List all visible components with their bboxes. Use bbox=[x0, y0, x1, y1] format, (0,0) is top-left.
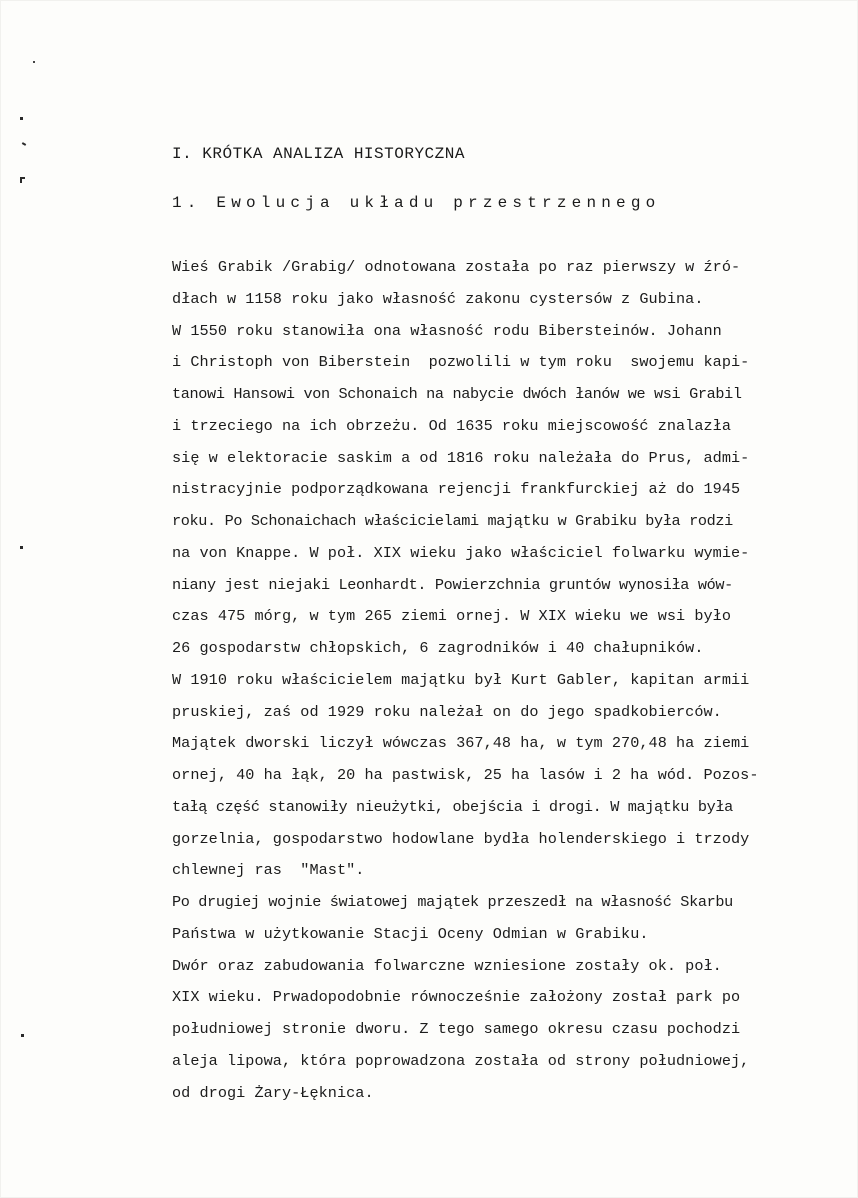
text-line: Po drugiej wojnie światowej majątek przeszedł na własność Skarbu bbox=[172, 893, 733, 911]
text-line: Majątek dworski liczył wówczas 367,48 ha, w tym 270,48 ha ziemi bbox=[172, 734, 750, 753]
section-heading: I. KRÓTKA ANALIZA HISTORYCZNA bbox=[172, 145, 465, 163]
body-text bbox=[172, 252, 852, 1109]
text-line: na von Knappe. W poł. XIX wieku jako właściciel folwarku wymie- bbox=[172, 543, 750, 562]
scan-speck bbox=[21, 1034, 24, 1037]
scan-speck bbox=[33, 61, 35, 63]
text-line: XIX wieku. Prwadopodobnie równocześnie założony został park po bbox=[172, 988, 741, 1007]
text-line: pruskiej, zaś od 1929 roku należał on do jego spadkobierców. bbox=[172, 702, 722, 721]
text-line: i trzeciego na ich obrzeżu. Od 1635 roku miejscowość znalazła bbox=[172, 416, 732, 435]
text-line: 26 gospodarstw chłopskich, 6 zagrodników i 40 chałupników. bbox=[172, 639, 704, 657]
scan-speck bbox=[20, 546, 23, 549]
text-line: W 1550 roku stanowiła ona własność rodu Bibersteinów. Johann bbox=[172, 321, 722, 340]
text-line: czas 475 mórg, w tym 265 ziemi ornej. W XIX wieku we wsi było bbox=[172, 607, 732, 626]
scan-speck bbox=[22, 142, 26, 146]
scan-speck bbox=[20, 117, 23, 120]
text-line: roku. Po Schonaichach właścicielami majątku w Grabiku była rodzi bbox=[172, 512, 733, 530]
text-line: gorzelnia, gospodarstwo hodowlane bydła holenderskiego i trzody bbox=[172, 829, 750, 848]
text-line: Państwa w użytkowanie Stacji Oceny Odmian w Grabiku. bbox=[172, 924, 649, 943]
text-line: Wieś Grabik /Grabig/ odnotowana została po raz pierwszy w źró- bbox=[172, 258, 741, 276]
text-line: Dwór oraz zabudowania folwarczne wzniesione zostały ok. poł. bbox=[172, 956, 722, 975]
text-line: od drogi Żary-Łęknica. bbox=[172, 1083, 374, 1102]
scan-speck bbox=[20, 177, 22, 183]
text-line: tanowi Hansowi von Schonaich na nabycie dwóch łanów we wsi Grabil bbox=[172, 385, 742, 403]
text-line: tałą część stanowiły nieużytki, obejścia i drogi. W majątku była bbox=[172, 797, 733, 816]
text-line: aleja lipowa, która poprowadzona została od strony południowej, bbox=[172, 1051, 750, 1070]
text-line: niany jest niejaki Leonhardt. Powierzchnia gruntów wynosiła wów- bbox=[172, 575, 733, 594]
text-line: południowej stronie dworu. Z tego samego okresu czasu pochodzi bbox=[172, 1020, 741, 1038]
subsection-heading: 1. Ewolucja układu przestrzennego bbox=[172, 194, 661, 212]
text-line: dłach w 1158 roku jako własność zakonu cystersów z Gubina. bbox=[172, 289, 704, 308]
text-line: i Christoph von Biberstein pozwolili w tym roku swojemu kapi- bbox=[172, 353, 750, 372]
text-line: W 1910 roku właścicielem majątku był Kurt Gabler, kapitan armii bbox=[172, 670, 750, 689]
text-line: się w elektoracie saskim a od 1816 roku należała do Prus, admi- bbox=[172, 448, 750, 467]
text-line: nistracyjnie podporządkowana rejencji frankfurckiej aż do 1945 bbox=[172, 480, 741, 499]
text-line: chlewnej ras "Mast". bbox=[172, 861, 365, 880]
text-line: ornej, 40 ha łąk, 20 ha pastwisk, 25 ha lasów i 2 ha wód. Pozos- bbox=[172, 766, 759, 784]
